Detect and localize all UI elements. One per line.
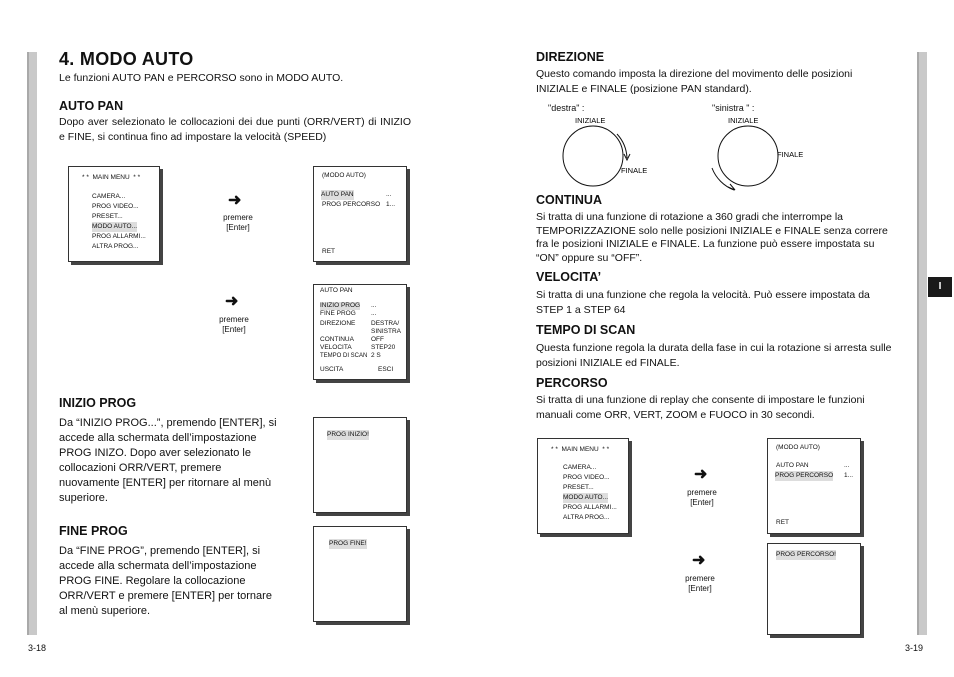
caption-premere: premere bbox=[687, 488, 717, 497]
menu-item: AUTO PAN bbox=[776, 462, 809, 469]
caption-premere: premere bbox=[219, 315, 249, 324]
inizio-text: Da “INIZIO PROG...”, premendo [ENTER], si accede alla schermata dell’impostazione PROG INIZO. Dopo aver selezionato le collocazioni ORR/VERT, premere nuovamente [ENTER] per ritornare al menù superiore. bbox=[59, 417, 277, 504]
main-menu-title: * * MAIN MENU * * bbox=[551, 446, 610, 453]
menu-ret: RET bbox=[776, 519, 789, 526]
press-enter-caption bbox=[208, 213, 268, 233]
main-menu-screen bbox=[68, 166, 160, 262]
screen-title: (MODO AUTO) bbox=[322, 172, 366, 179]
destra-diagram bbox=[555, 113, 665, 193]
velocita-heading: VELOCITA’ bbox=[536, 270, 602, 284]
menu-item-value: OFF bbox=[371, 336, 384, 343]
caption-enter: [Enter] bbox=[222, 325, 246, 334]
left-margin-bar bbox=[27, 52, 37, 635]
rotation-circle bbox=[718, 126, 778, 186]
inizio-heading: INIZIO PROG bbox=[59, 396, 137, 410]
menu-item: CAMERA... bbox=[563, 464, 597, 471]
menu-item: PRESET... bbox=[92, 213, 123, 220]
screen-title: AUTO PAN bbox=[320, 287, 353, 294]
finale-label: FINALE bbox=[777, 150, 804, 159]
menu-ret: RET bbox=[322, 248, 335, 255]
menu-item-value: ... bbox=[844, 462, 850, 469]
caption-premere: premere bbox=[685, 574, 715, 583]
arrow-icon: ➜ bbox=[694, 466, 708, 483]
menu-item-selected: MODO AUTO... bbox=[92, 223, 138, 230]
menu-item-value: ... bbox=[371, 302, 377, 309]
menu-item: PRESET... bbox=[563, 484, 594, 491]
tempo-text: Questa funzione regola la durata della fase in cui la rotazione si arresta sulle posizioni INIZIALE ed FINALE. bbox=[536, 342, 892, 369]
menu-item: PROG ALLARMI... bbox=[563, 504, 617, 511]
sinistra-diagram bbox=[700, 113, 810, 193]
continua-heading: CONTINUA bbox=[536, 193, 602, 207]
tempo-heading: TEMPO DI SCAN bbox=[536, 323, 636, 337]
screen-message: PROG PERCORSO! bbox=[776, 551, 836, 558]
menu-item-selected: PROG PERCORSO bbox=[775, 472, 834, 479]
arrow-icon: ➜ bbox=[692, 552, 706, 569]
fine-text: Da “FINE PROG”, premendo [ENTER], si accede alla schermata dell’impostazione PROG FINE. Regolare la collocazione ORR/VERT e premere [ENTER] per tornare al menù superiore. bbox=[59, 545, 272, 617]
finale-label: FINALE bbox=[621, 166, 648, 175]
menu-item: PROG ALLARMI... bbox=[92, 233, 146, 240]
press-enter-caption bbox=[670, 574, 730, 594]
section-tab: I bbox=[928, 277, 952, 297]
continua-text: Si tratta di una funzione di rotazione a 360 gradi che interrompe la TEMPORIZZAZIONE solo nelle posizioni INIZIALE e FINALE senza correre fra le posizioni INIZIALE e FINALE. La funzione può essere impostata su “ON” oppure su “OFF”. bbox=[536, 211, 888, 264]
screen-message: PROG INIZIO! bbox=[327, 431, 369, 438]
auto-pan-screen bbox=[313, 284, 407, 380]
press-enter-caption bbox=[204, 315, 264, 335]
iniziale-label: INIZIALE bbox=[575, 116, 606, 125]
arrow-icon: ➜ bbox=[228, 192, 242, 209]
fine-heading: FINE PROG bbox=[59, 524, 128, 538]
press-enter-caption bbox=[672, 488, 732, 508]
menu-item: PROG VIDEO... bbox=[92, 203, 139, 210]
autopan-heading: AUTO PAN bbox=[59, 99, 124, 113]
prog-inizio-screen bbox=[313, 417, 407, 513]
destra-label: "destra" : bbox=[548, 103, 585, 113]
percorso-heading: PERCORSO bbox=[536, 376, 608, 390]
percorso-text: Si tratta di una funzione di replay che consente di impostare le funzioni manuali come ORR, VERT, ZOOM e FUOCO in 30 secondi. bbox=[536, 394, 865, 421]
screen-message: PROG FINE! bbox=[329, 540, 367, 547]
modo-auto-screen bbox=[313, 166, 407, 262]
menu-item-value: 1... bbox=[844, 472, 854, 479]
modo-auto-screen bbox=[767, 438, 861, 534]
arrow-icon: ➜ bbox=[225, 293, 239, 310]
intro-text: Le funzioni AUTO PAN e PERCORSO sono in MODO AUTO. bbox=[59, 72, 344, 84]
right-margin-bar bbox=[917, 52, 927, 635]
menu-item-value: 2 S bbox=[371, 352, 381, 359]
screen-title: (MODO AUTO) bbox=[776, 444, 820, 451]
menu-item-value: DESTRA/ bbox=[371, 320, 400, 327]
caption-premere: premere bbox=[223, 213, 253, 222]
menu-item: CONTINUA bbox=[320, 336, 354, 343]
rotation-arrow bbox=[712, 168, 734, 190]
caption-enter: [Enter] bbox=[688, 584, 712, 593]
menu-item-value: 1... bbox=[386, 201, 396, 208]
main-menu-screen bbox=[537, 438, 629, 534]
velocita-text: Si tratta di una funzione che regola la velocità. Può essere impostata da STEP 1 a STEP 64 bbox=[536, 289, 870, 316]
page-number-left: 3-18 bbox=[28, 643, 47, 653]
direzione-text: Questo comando imposta la direzione del movimento delle posizioni INIZIALE e FINALE (posizione PAN standard). bbox=[536, 68, 853, 95]
menu-item: VELOCITA bbox=[320, 344, 352, 351]
menu-item-selected: AUTO PAN bbox=[321, 191, 354, 198]
menu-item: PROG PERCORSO bbox=[322, 201, 381, 208]
menu-item-value: ... bbox=[371, 310, 377, 317]
caption-enter: [Enter] bbox=[226, 223, 250, 232]
menu-item: DIREZIONE bbox=[320, 320, 356, 327]
rotation-circle bbox=[563, 126, 623, 186]
iniziale-label: INIZIALE bbox=[728, 116, 759, 125]
menu-item: ALTRA PROG... bbox=[563, 514, 610, 521]
page-number-right: 3-19 bbox=[905, 643, 924, 653]
main-menu-title: * * MAIN MENU * * bbox=[82, 174, 141, 181]
sinistra-label: "sinistra " : bbox=[712, 103, 755, 113]
rotation-arrow bbox=[617, 134, 627, 158]
menu-item: CAMERA... bbox=[92, 193, 126, 200]
menu-item: PROG VIDEO... bbox=[563, 474, 610, 481]
menu-item: TEMPO DI SCAN bbox=[320, 353, 368, 359]
menu-item: FINE PROG bbox=[320, 310, 356, 317]
prog-percorso-screen bbox=[767, 543, 861, 635]
menu-item-value: ... bbox=[386, 191, 392, 198]
menu-item-value: SINISTRA bbox=[371, 328, 401, 335]
menu-item-selected: INIZIO PROG bbox=[320, 302, 361, 309]
menu-item-value: STEP20 bbox=[371, 344, 396, 351]
autopan-text: Dopo aver selezionato le collocazioni dei due punti (ORR/VERT) di INIZIO e FINE, si continua fino ad impostare la velocità (SPEED) bbox=[59, 116, 411, 143]
menu-item: ALTRA PROG... bbox=[92, 243, 139, 250]
menu-item-selected: MODO AUTO... bbox=[563, 494, 609, 501]
page-title: 4. MODO AUTO bbox=[59, 49, 194, 69]
prog-fine-screen bbox=[313, 526, 407, 622]
menu-esci: ESCI bbox=[378, 366, 394, 373]
caption-enter: [Enter] bbox=[690, 498, 714, 507]
direzione-heading: DIREZIONE bbox=[536, 50, 605, 64]
menu-uscita: USCITA bbox=[320, 366, 344, 373]
